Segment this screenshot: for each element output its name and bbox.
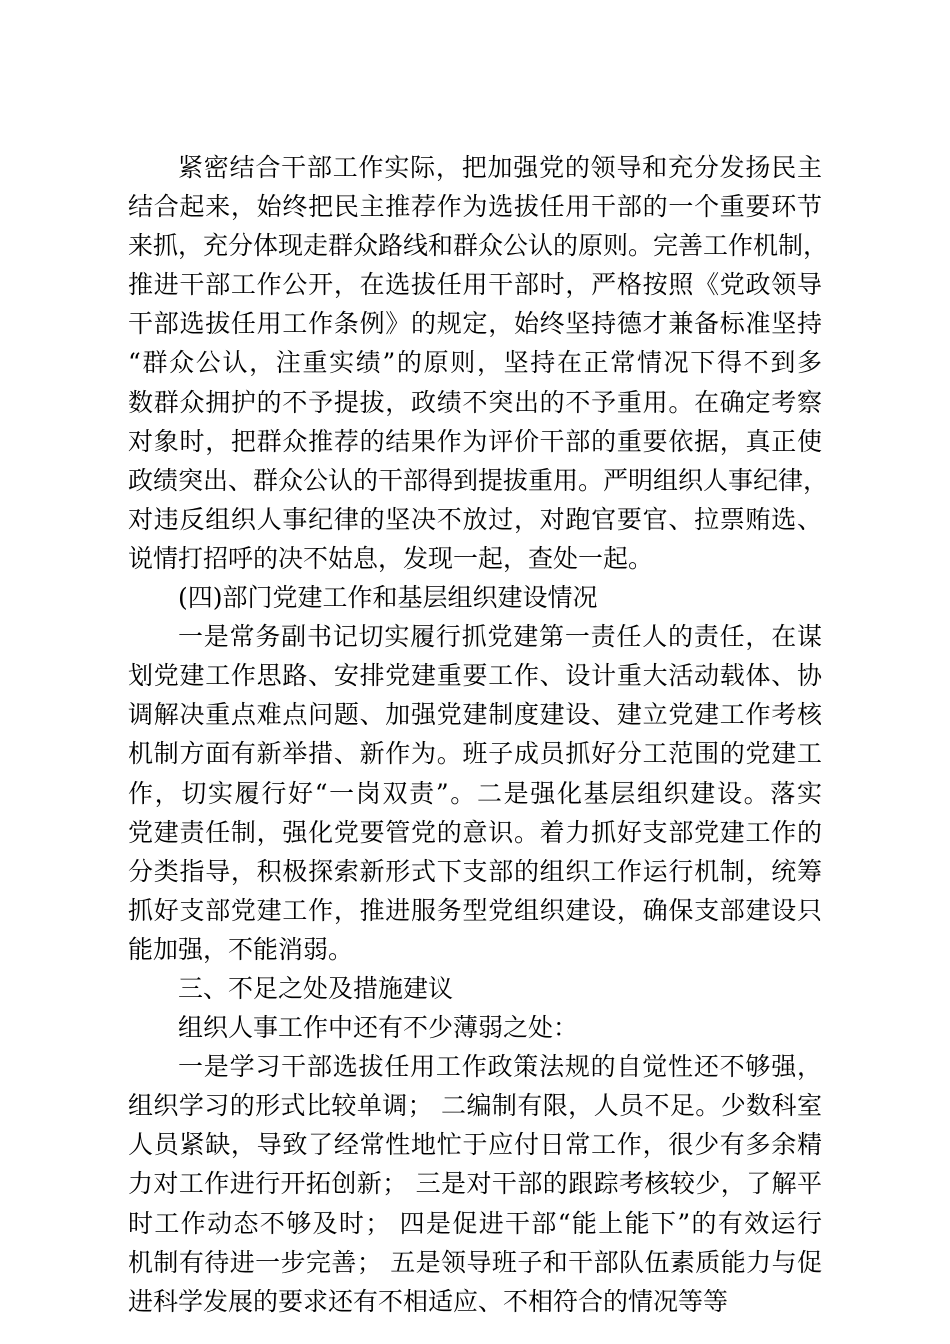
text-line: 划党建工作思路、安排党建重要工作、设计重大活动载体、协 xyxy=(128,661,822,691)
text-line: 组织人事工作中还有不少薄弱之处： xyxy=(178,1013,579,1043)
text-line: 政绩突出、群众公认的干部得到提拔重用。严明组织人事纪律， xyxy=(128,465,829,495)
text-line: 来抓，充分体现走群众路线和群众公认的原则。完善工作机制， xyxy=(128,231,829,261)
text-line: 党建责任制，强化党要管党的意识。着力抓好支部党建工作的 xyxy=(128,817,822,847)
text-line: 结合起来，始终把民主推荐作为选拔任用干部的一个重要环节 xyxy=(128,192,822,222)
text-line: 对象时，把群众推荐的结果作为评价干部的重要依据，真正使 xyxy=(128,426,822,456)
text-line: 对违反组织人事纪律的坚决不放过，对跑官要官、拉票贿选、 xyxy=(128,504,822,534)
text-line: 时工作动态不够及时； 四是促进干部“能上能下”的有效运行 xyxy=(128,1208,822,1238)
text-line: 说情打招呼的决不姑息，发现一起，查处一起。 xyxy=(128,543,654,573)
text-line: 机制方面有新举措、新作为。班子成员抓好分工范围的党建工 xyxy=(128,739,822,769)
text-line: 进科学发展的要求还有不相适应、不相符合的情况等等 xyxy=(128,1286,729,1316)
text-line: 抓好支部党建工作，推进服务型党组织建设，确保支部建设只 xyxy=(128,895,822,925)
section-heading-shortcomings: 三、不足之处及措施建议 xyxy=(178,973,454,1003)
text-line: 推进干部工作公开，在选拔任用干部时，严格按照《党政领导 xyxy=(128,270,822,300)
text-line: 组织学习的形式比较单调； 二编制有限，人员不足。少数科室 xyxy=(128,1091,822,1121)
text-line: 干部选拔任用工作条例》的规定，始终坚持德才兼备标准坚持 xyxy=(128,309,822,339)
text-line: 分类指导，积极探索新形式下支部的组织工作运行机制，统筹 xyxy=(128,856,822,886)
text-line: 数群众拥护的不予提拔，政绩不突出的不予重用。在确定考察 xyxy=(128,387,822,417)
paragraph-weaknesses-list xyxy=(128,1047,822,1321)
text-line: 人员紧缺，导致了经常性地忙于应付日常工作，很少有多余精 xyxy=(128,1130,822,1160)
text-line: 一是常务副书记切实履行抓党建第一责任人的责任，在谋 xyxy=(178,622,822,652)
document-page xyxy=(128,148,829,1321)
subheading-party-building: (四)部门党建工作和基层组织建设情况 xyxy=(178,583,598,613)
paragraph-cadre-selection xyxy=(128,148,829,578)
text-line: 作，切实履行好“一岗双责”。二是强化基层组织建设。落实 xyxy=(128,778,822,808)
text-line: 紧密结合干部工作实际，把加强党的领导和充分发扬民主 xyxy=(178,153,822,182)
text-line: 能加强，不能消弱。 xyxy=(128,934,354,964)
text-line: 力对工作进行开拓创新； 三是对干部的跟踪考核较少，了解平 xyxy=(128,1169,822,1199)
text-line: “群众公认，注重实绩”的原则，坚持在正常情况下得不到多 xyxy=(128,348,822,378)
paragraph-party-building xyxy=(128,617,822,969)
text-line: 机制有待进一步完善； 五是领导班子和干部队伍素质能力与促 xyxy=(128,1247,822,1277)
text-line: 一是学习干部选拔任用工作政策法规的自觉性还不够强， xyxy=(178,1052,822,1082)
paragraph-weaknesses-intro xyxy=(128,1008,822,1047)
text-line: 调解决重点难点问题、加强党建制度建设、建立党建工作考核 xyxy=(128,700,822,730)
